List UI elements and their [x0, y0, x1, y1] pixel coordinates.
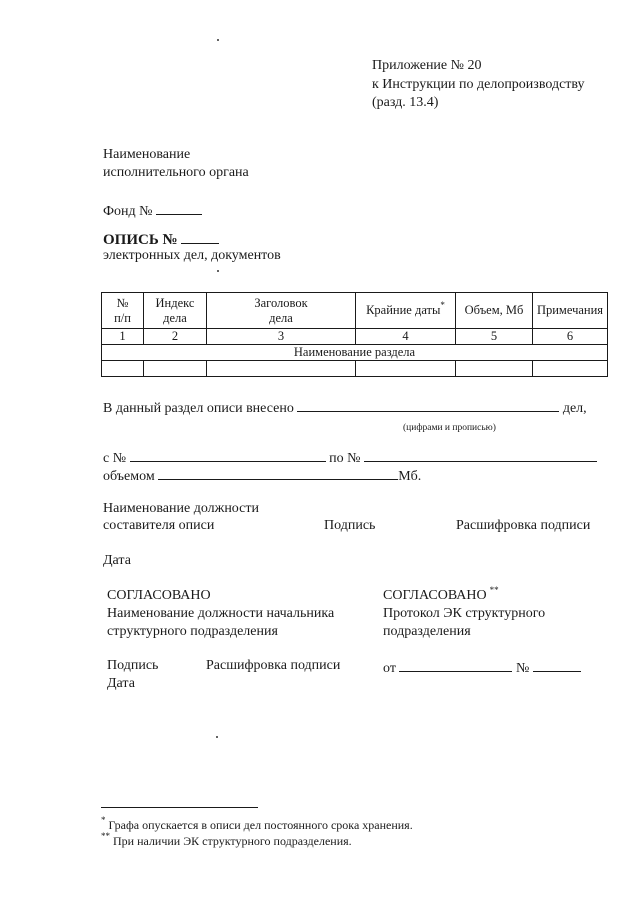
volume-line [103, 465, 421, 486]
fond-label: Фонд № [103, 204, 153, 219]
approval-right-line-1: Протокол ЭК структурного [383, 606, 546, 621]
range-to-field[interactable] [364, 447, 597, 462]
entered-hint: (цифрами и прописью) [403, 423, 496, 433]
protocol-date-field[interactable] [399, 657, 512, 672]
inventory-title-text: ОПИСЬ № [103, 232, 178, 248]
col-header-index: Индекс дела [144, 293, 207, 329]
entered-count-field[interactable] [297, 397, 559, 412]
compiler-decoding: Расшифровка подписи [456, 518, 591, 533]
approval-left-decoding: Расшифровка подписи [206, 658, 341, 673]
compiler-line-1: Наименование должности [103, 501, 259, 516]
table-cell[interactable] [456, 361, 533, 377]
scan-speck [216, 736, 218, 738]
table-row [102, 361, 608, 377]
table-cell[interactable] [102, 361, 144, 377]
col-number: 2 [144, 329, 207, 345]
approval-left-line-1: Наименование должности начальника [107, 606, 335, 621]
compiler-line-2: составителя описи [103, 518, 215, 533]
section-name-cell: Наименование раздела [102, 345, 608, 361]
table-cell[interactable] [207, 361, 356, 377]
compiler-signature: Подпись [324, 518, 376, 533]
protocol-from-label: от [383, 661, 396, 676]
col-header-notes: Примечания [533, 293, 608, 329]
footnote-separator [101, 807, 258, 808]
approval-left-title: СОГЛАСОВАНО [107, 588, 211, 603]
dates-footnote-mark: * [440, 299, 445, 310]
footnote-2-mark: ** [101, 831, 110, 841]
entered-prefix: В данный раздел описи внесено [103, 401, 294, 416]
entered-suffix: дел, [562, 401, 587, 416]
inventory-table [101, 292, 608, 377]
footnote-1-text: Графа опускается в описи дел постоянного срока хранения. [108, 818, 413, 832]
inventory-number-field[interactable] [181, 229, 219, 244]
volume-prefix: объемом [103, 469, 155, 484]
approval-right-title [383, 587, 499, 605]
volume-field[interactable] [158, 465, 398, 480]
scan-speck [217, 39, 219, 41]
table-section-row [102, 345, 608, 361]
table-header-row [102, 293, 608, 329]
table-number-row [102, 329, 608, 345]
organ-line-2: исполнительного органа [103, 165, 249, 180]
protocol-number-label: № [515, 661, 530, 676]
range-from-label: с № [103, 451, 127, 466]
table-cell[interactable] [144, 361, 207, 377]
appendix-line-1: Приложение № 20 [372, 58, 482, 73]
fond-line [103, 200, 202, 221]
scan-speck [217, 270, 219, 272]
footnote-2-text: При наличии ЭК структурного подразделения. [113, 834, 352, 848]
approval-left-signature: Подпись [107, 658, 159, 673]
col-header-volume: Объем, Мб [456, 293, 533, 329]
approval-right-line-2: подразделения [383, 624, 471, 639]
protocol-number-field[interactable] [533, 657, 581, 672]
col-number: 1 [102, 329, 144, 345]
date-label: Дата [103, 553, 131, 568]
appendix-line-2: к Инструкции по делопроизводству [372, 77, 585, 92]
volume-suffix: Мб. [398, 469, 422, 484]
col-number: 4 [356, 329, 456, 345]
appendix-line-3: (разд. 13.4) [372, 95, 439, 110]
inventory-subtitle: электронных дел, документов [103, 248, 281, 263]
approval-left-date: Дата [107, 676, 135, 691]
approval-right-title-text: СОГЛАСОВАНО [383, 588, 487, 603]
col-number: 6 [533, 329, 608, 345]
approval-left-line-2: структурного подразделения [107, 624, 278, 639]
organ-line-1: Наименование [103, 147, 191, 162]
col-header-dates: Крайние даты* [356, 293, 456, 329]
table-cell[interactable] [356, 361, 456, 377]
footnote-2 [101, 832, 352, 851]
footnote-1-mark: * [101, 815, 106, 825]
col-number: 5 [456, 329, 533, 345]
fond-number-field[interactable] [156, 200, 202, 215]
col-header-title: Заголовок дела [207, 293, 356, 329]
table-cell[interactable] [533, 361, 608, 377]
range-to-label: по № [329, 451, 361, 466]
entered-line [103, 397, 587, 418]
approval-footnote-mark: ** [489, 585, 499, 595]
protocol-line [383, 657, 581, 678]
col-header-number: № п/п [102, 293, 144, 329]
col-number: 3 [207, 329, 356, 345]
inventory-title [103, 229, 219, 249]
range-from-field[interactable] [130, 447, 326, 462]
